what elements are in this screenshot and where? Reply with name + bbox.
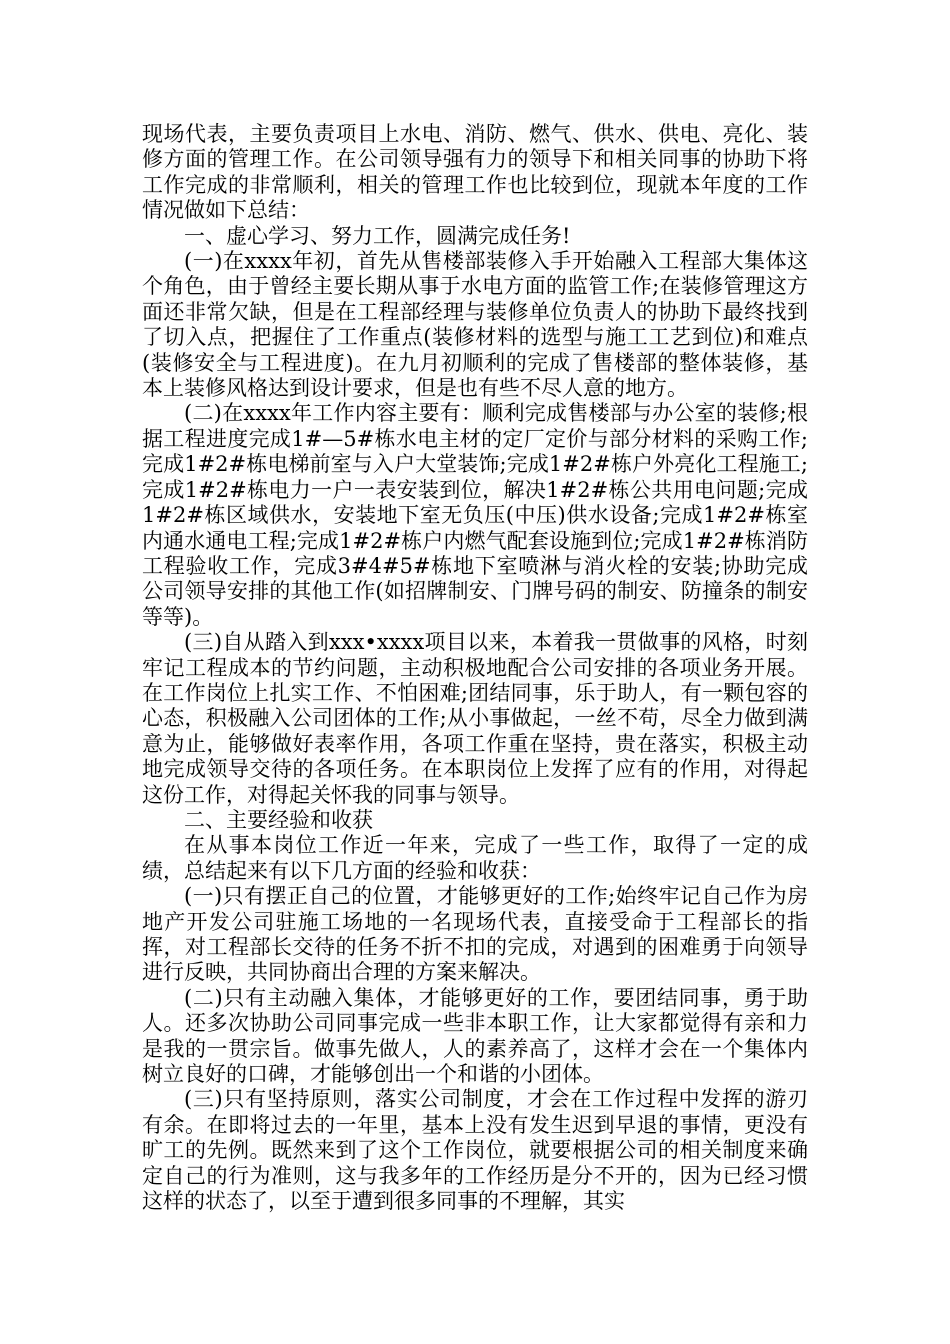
document-body <box>142 122 808 1214</box>
paragraph-2-1: (一)只有摆正自己的位置，才能够更好的工作;始终牢记自己作为房地产开发公司驻施工场地的一名现场代表，直接受命于工程部长的指挥，对工程部长交待的任务不折不扣的完成，对遇到的困难勇于向领导进行反映，共同协商出合理的方案来解决。 <box>142 884 808 985</box>
section-heading-2: 二、主要经验和收获 <box>184 807 373 832</box>
paragraph-2-3: (三)只有坚持原则，落实公司制度，才会在工作过程中发挥的游刃有余。在即将过去的一年里，基本上没有发生迟到早退的事情，更没有旷工的先例。既然来到了这个工作岗位，就要根据公司的相关制度来确定自己的行为准则，这与我多年的工作经历是分不开的，因为已经习惯这样的状态了，以至于遭到很多同事的不理解，其实 <box>142 1087 808 1214</box>
paragraph-1-2: (二)在xxxx年工作内容主要有：顺利完成售楼部与办公室的装修;根据工程进度完成1#—5#栋水电主材的定厂定价与部分材料的采购工作;完成1#2#栋电梯前室与入户大堂装饰;完成1#2#栋户外亮化工程施工;完成1#2#栋电力一户一表安装到位，解决1#2#栋公共用电问题;完成1#2#栋区域供水，安装地下室无负压(中压)供水设备;完成1#2#栋室内通水通电工程;完成1#2#栋户内燃气配套设施到位;完成1#2#栋消防工程验收工作，完成3#4#5#栋地下室喷淋与消火栓的安装;协助完成公司领导安排的其他工作(如招牌制安、门牌号码的制安、防撞条的制安等等)。 <box>142 401 808 629</box>
section-heading-1: 一、虚心学习、努力工作，圆满完成任务! <box>184 223 571 248</box>
paragraph-intro: 现场代表，主要负责项目上水电、消防、燃气、供水、供电、亮化、装修方面的管理工作。在公司领导强有力的领导下和相关同事的协助下将工作完成的非常顺利，相关的管理工作也比较到位，现就本年度的工作情况做如下总结： <box>142 122 808 223</box>
paragraph-1-1: (一)在xxxx年初，首先从售楼部装修入手开始融入工程部大集体这个角色，由于曾经主要长期从事于水电方面的监管工作;在装修管理这方面还非常欠缺，但是在工程部经理与装修单位负责人的协助下最终找到了切入点，把握住了工作重点(装修材料的选型与施工工艺到位)和难点(装修安全与工程进度)。在九月初顺利的完成了售楼部的整体装修，基本上装修风格达到设计要求，但是也有些不尽人意的地方。 <box>142 249 808 401</box>
paragraph-2-2: (二)只有主动融入集体，才能够更好的工作，要团结同事，勇于助人。还多次协助公司同事完成一些非本职工作，让大家都觉得有亲和力是我的一贯宗旨。做事先做人，人的素养高了，这样才会在一个集体内树立良好的口碑，才能够创出一个和谐的小团体。 <box>142 985 808 1087</box>
paragraph-1-3: (三)自从踏入到xxx•xxxx项目以来，本着我一贯做事的风格，时刻牢记工程成本的节约问题，主动积极地配合公司安排的各项业务开展。在工作岗位上扎实工作、不怕困难;团结同事，乐于助人，有一颗包容的心态，积极融入公司团体的工作;从小事做起，一丝不苟，尽全力做到满意为止，能够做好表率作用，各项工作重在坚持，贵在落实，积极主动地完成领导交待的各项任务。在本职岗位上发挥了应有的作用，对得起这份工作，对得起关怀我的同事与领导。 <box>142 630 808 807</box>
paragraph-2-intro: 在从事本岗位工作近一年来，完成了一些工作，取得了一定的成绩，总结起来有以下几方面的经验和收获： <box>142 833 808 883</box>
